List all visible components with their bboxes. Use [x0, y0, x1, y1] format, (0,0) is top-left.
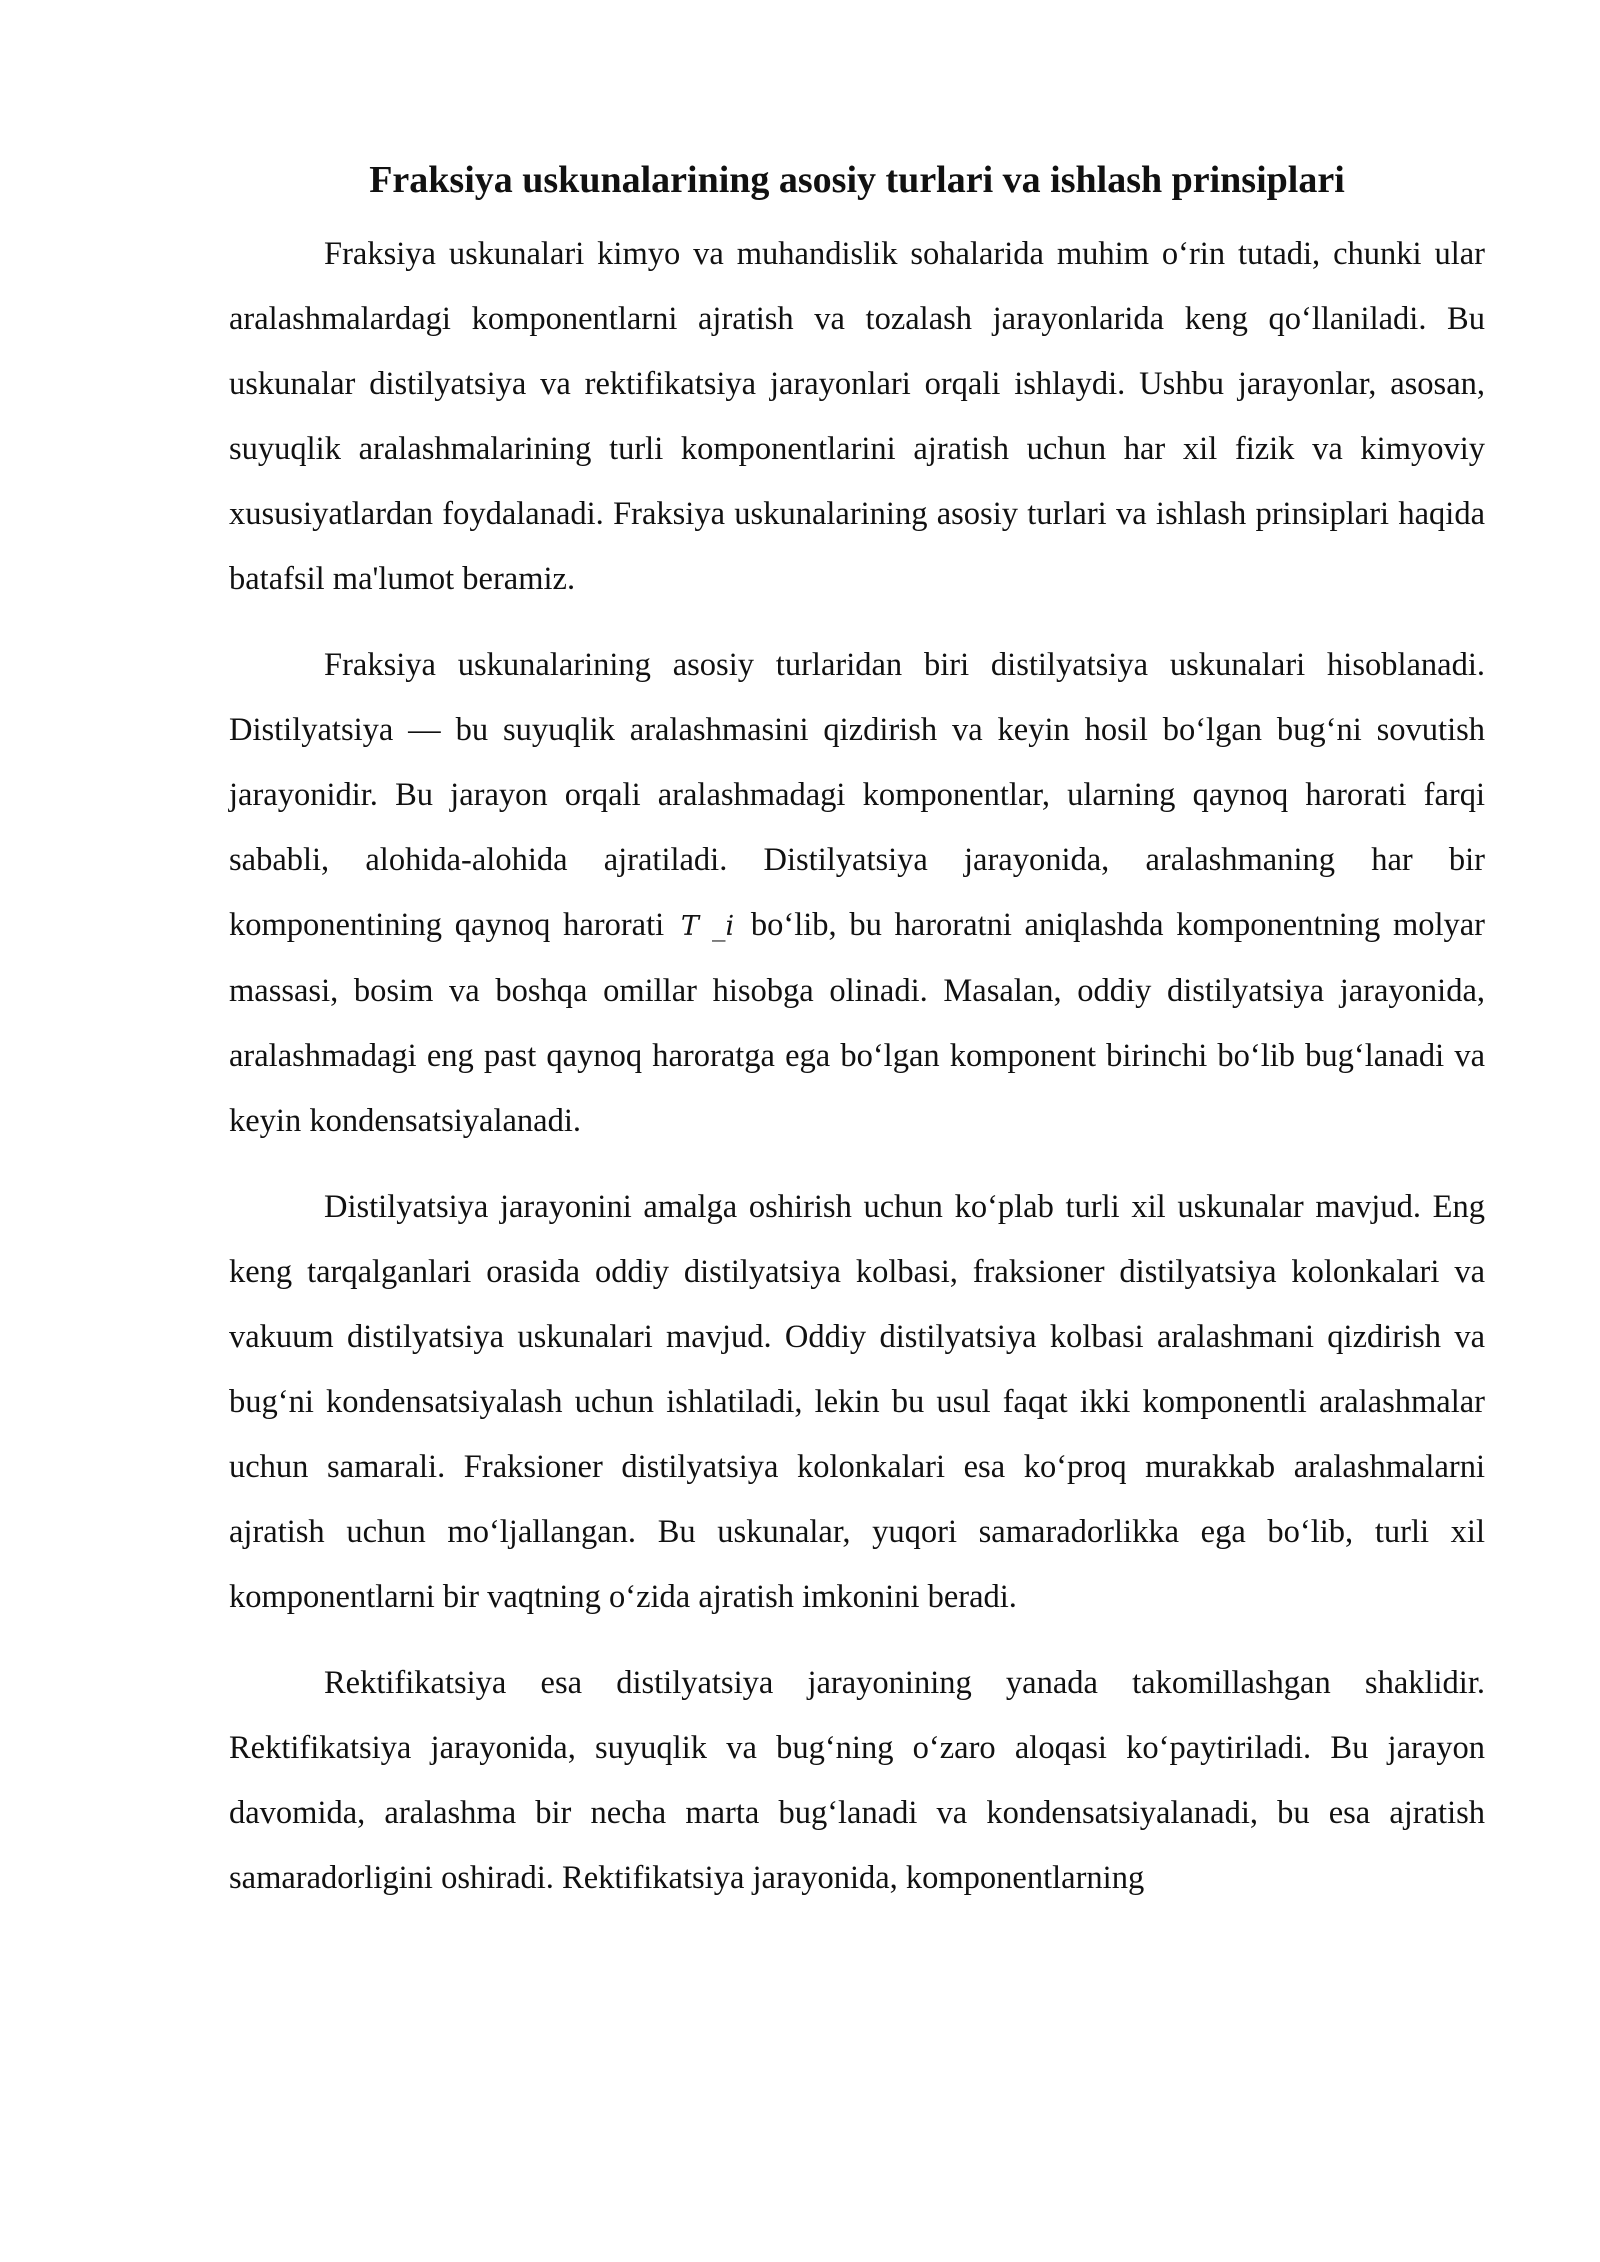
document-page — [229, 150, 1485, 1911]
boiling-temperature-formula: T _i — [680, 911, 735, 942]
paragraph-4: Rektifikatsiya esa distilyatsiya jarayonining yanada takomillashgan shaklidir. Rektifikatsiya jarayonida, suyuqlik va bug‘ning o‘zaro aloqasi ko‘paytiriladi. Bu jarayon davomida, aralashma bir necha marta bug‘lanadi va kondensatsiyalanadi, bu esa ajratish samaradorligini oshiradi. Rektifikatsiya jarayonida, komponentlarning — [229, 1665, 1485, 1896]
paragraph-2-text-before: Fraksiya uskunalarining asosiy turlaridan biri distilyatsiya uskunalari hisoblanadi. Distilyatsiya — bu suyuqlik aralashmasini qizdirish va keyin hosil bo‘lgan bug‘ni sovutish jarayonidir. Bu jarayon orqali aralashmadagi komponentlar, ularning qaynoq harorati farqi sababli, alohida-alohida ajratiladi. Distilyatsiya jarayonida, aralashmaning har bir komponentining qaynoq harorati — [229, 647, 1485, 943]
paragraph-2 — [229, 633, 1485, 1154]
paragraph-3: Distilyatsiya jarayonini amalga oshirish uchun ko‘plab turli xil uskunalar mavjud. Eng keng tarqalganlari orasida oddiy distilyatsiya kolbasi, fraksioner distilyatsiya kolonkalari va vakuum distilyatsiya uskunalari mavjud. Oddiy distilyatsiya kolbasi aralashmani qizdirish va bug‘ni kondensatsiyalash uchun ishlatiladi, lekin bu usul faqat ikki komponentli aralashmalar uchun samarali. Fraksioner distilyatsiya kolonkalari esa ko‘proq murakkab aralashmalarni ajratish uchun mo‘ljallangan. Bu uskunalar, yuqori samaradorlikka ega bo‘lib, turli xil komponentlarni bir vaqtning o‘zida ajratish imkonini beradi. — [229, 1189, 1485, 1615]
paragraph-2-text-after: bo‘lib, bu haroratni aniqlashda komponentning molyar massasi, bosim va boshqa omillar hisobga olinadi. Masalan, oddiy distilyatsiya jarayonida, aralashmadagi eng past qaynoq haroratga ega bo‘lgan komponent birinchi bo‘lib bug‘lanadi va keyin kondensatsiyalanadi. — [229, 907, 1485, 1139]
document-title: Fraksiya uskunalarining asosiy turlari va ishlash prinsiplari — [369, 159, 1345, 201]
paragraph-1: Fraksiya uskunalari kimyo va muhandislik sohalarida muhim o‘rin tutadi, chunki ular aralashmalardagi komponentlarni ajratish va tozalash jarayonlarida keng qo‘llaniladi. Bu uskunalar distilyatsiya va rektifikatsiya jarayonlari orqali ishlaydi. Ushbu jarayonlar, asosan, suyuqlik aralashmalarining turli komponentlarini ajratish uchun har xil fizik va kimyoviy xususiyatlardan foydalanadi. Fraksiya uskunalarining asosiy turlari va ishlash prinsiplari haqida batafsil ma'lumot beramiz. — [229, 236, 1485, 597]
